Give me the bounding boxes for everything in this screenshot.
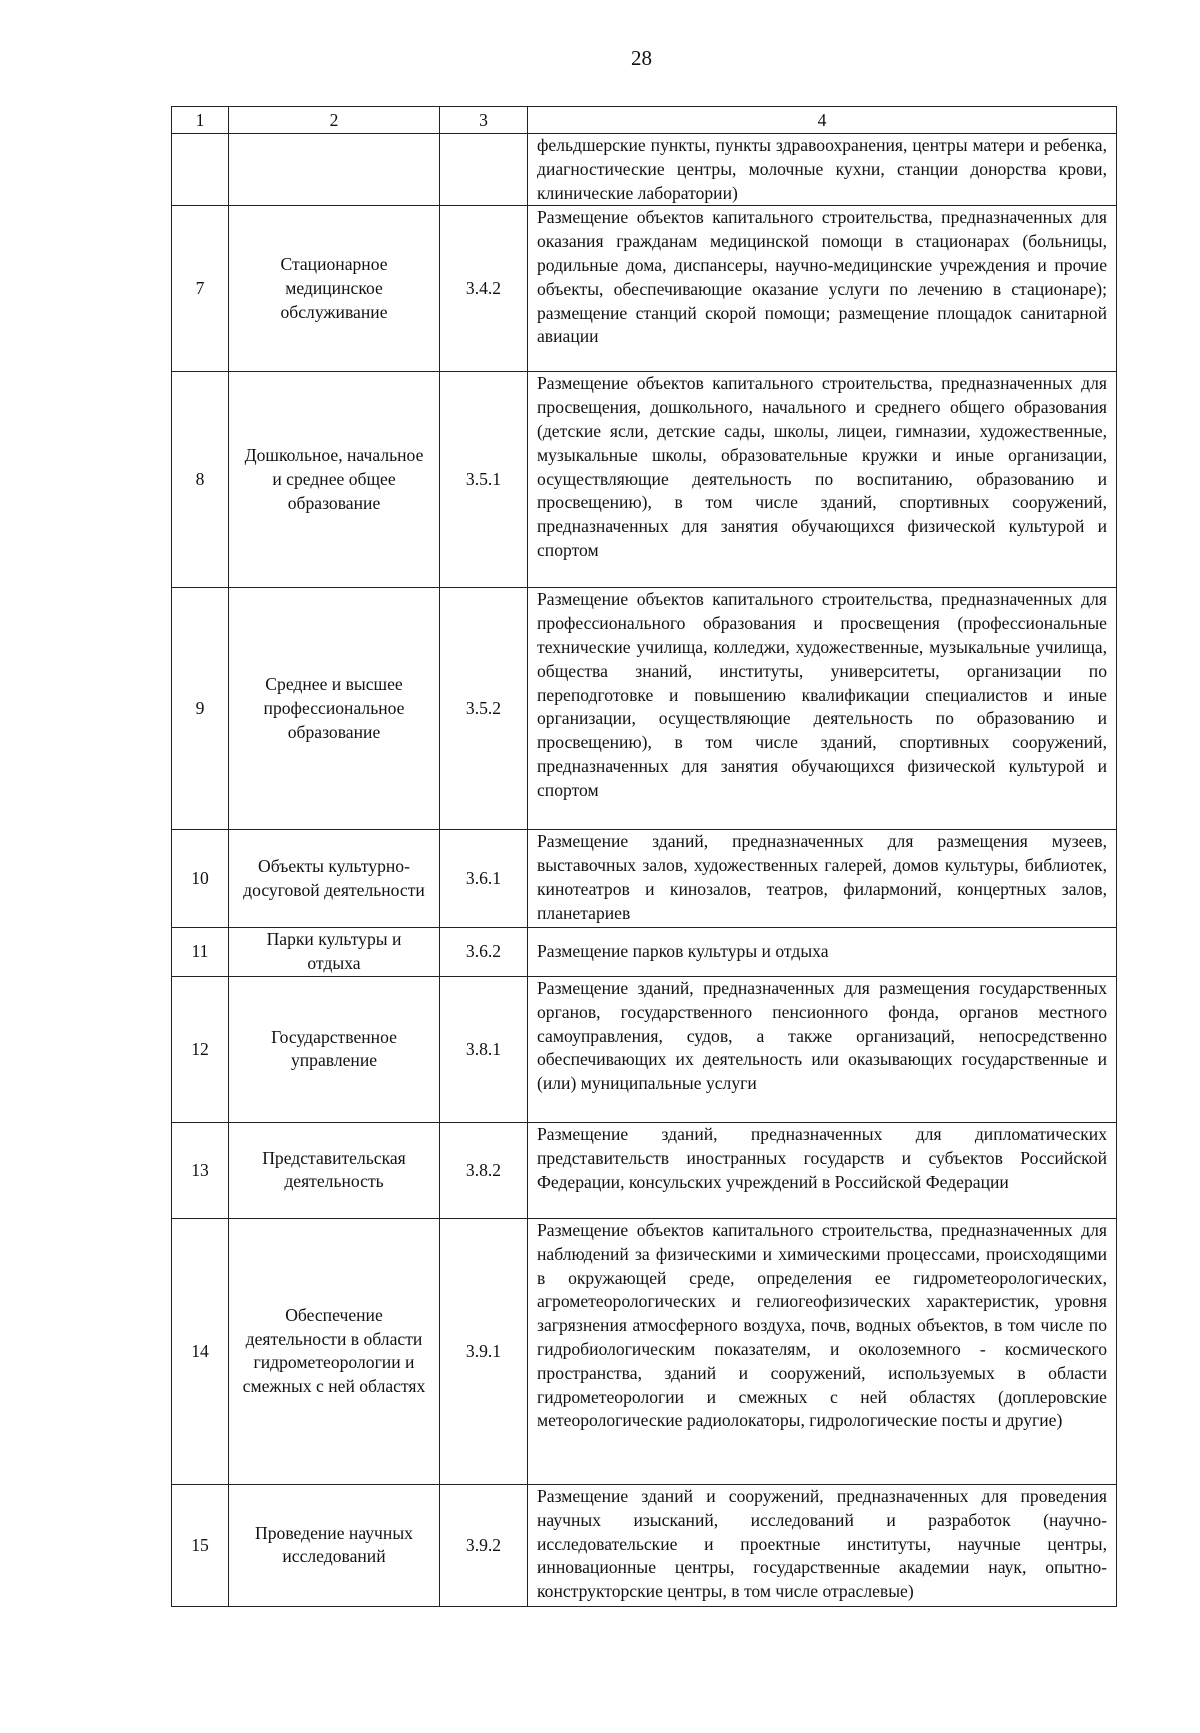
use-type-name: Представительская деятельность (229, 1122, 440, 1218)
use-type-description: фельдшерские пункты, пункты здравоохранения, центры матери и ребенка, диагностические центры, молочные кухни, станции донорства крови, клинические лаборатории) (528, 134, 1117, 206)
row-number: 11 (172, 928, 229, 977)
use-type-code: 3.9.1 (440, 1218, 528, 1484)
use-type-description: Размещение объектов капитального строительства, предназначенных для просвещения, дошкольного, начального и среднего общего образования (детские ясли, детские сады, школы, лицеи, гимназии, художественные, музыкальные школы, образовательные кружки и иные организации, осуществляющие деятельность по воспитанию, образованию и просвещению), в том числе зданий, спортивных сооружений, предназначенных для занятия обучающихся физической культурой и спортом (528, 372, 1117, 588)
use-type-description: Размещение парков культуры и отдыха (528, 928, 1117, 977)
row-number: 9 (172, 588, 229, 830)
table-row (172, 206, 1117, 372)
use-type-description: Размещение зданий, предназначенных для дипломатических представительств иностранных государств и субъектов Российской Федерации, консульских учреждений в Российской Федерации (528, 1122, 1117, 1218)
row-number (172, 134, 229, 206)
use-type-code: 3.8.1 (440, 976, 528, 1122)
use-type-description: Размещение объектов капитального строительства, предназначенных для наблюдений за физическими и химическими процессами, происходящими в окружающей среде, определения ее гидрометеорологических, агрометеорологических и гелиогеофизических характеристик, уровня загрязнения атмосферного воздуха, почв, водных объектов, в том числе по гидробиологическим показателям, и околоземного - космического пространства, зданий и сооружений, используемых в области гидрометеорологии и смежных с ней областях (доплеровские метеорологические радиолокаторы, гидрологические посты и другие) (528, 1218, 1117, 1484)
row-number: 14 (172, 1218, 229, 1484)
use-type-description: Размещение зданий и сооружений, предназначенных для проведения научных изысканий, исследований и разработок (научно-исследовательские и проектные институты, научные центры, инновационные центры, государственные академии наук, опытно-конструкторские центры, в том числе отраслевые) (528, 1484, 1117, 1606)
column-header: 1 (172, 107, 229, 134)
table-row (172, 134, 1117, 206)
use-type-description: Размещение зданий, предназначенных для размещения государственных органов, государственного пенсионного фонда, органов местного самоуправления, судов, а также организаций, непосредственно обеспечивающих их деятельность или оказывающих государственные и (или) муниципальные услуги (528, 976, 1117, 1122)
page-number: 28 (631, 46, 652, 70)
use-type-code (440, 134, 528, 206)
use-type-code: 3.8.2 (440, 1122, 528, 1218)
table-row (172, 1218, 1117, 1484)
use-type-name: Проведение научных исследований (229, 1484, 440, 1606)
table-row (172, 1484, 1117, 1606)
row-number: 10 (172, 830, 229, 928)
use-type-code: 3.6.1 (440, 830, 528, 928)
table-row (172, 976, 1117, 1122)
land-use-table (171, 106, 1117, 1607)
row-number: 8 (172, 372, 229, 588)
column-header: 2 (229, 107, 440, 134)
use-type-code: 3.5.1 (440, 372, 528, 588)
table-row (172, 830, 1117, 928)
row-number: 12 (172, 976, 229, 1122)
column-header: 4 (528, 107, 1117, 134)
use-type-name: Среднее и высшее профессиональное образование (229, 588, 440, 830)
use-type-name: Обеспечение деятельности в области гидрометеорологии и смежных с ней областях (229, 1218, 440, 1484)
table-row (172, 588, 1117, 830)
use-type-description: Размещение объектов капитального строительства, предназначенных для оказания гражданам медицинской помощи в стационарах (больницы, родильные дома, диспансеры, научно-медицинские учреждения и прочие объекты, обеспечивающие оказание услуги по лечению в стационаре); размещение станций скорой помощи; размещение площадок санитарной авиации (528, 206, 1117, 372)
use-type-name: Государственное управление (229, 976, 440, 1122)
use-type-description: Размещение зданий, предназначенных для размещения музеев, выставочных залов, художественных галерей, домов культуры, библиотек, кинотеатров и кинозалов, театров, филармоний, концертных залов, планетариев (528, 830, 1117, 928)
use-type-code: 3.6.2 (440, 928, 528, 977)
use-type-name (229, 134, 440, 206)
use-type-name: Стационарное медицинское обслуживание (229, 206, 440, 372)
use-type-code: 3.4.2 (440, 206, 528, 372)
use-type-code: 3.5.2 (440, 588, 528, 830)
use-type-name: Дошкольное, начальное и среднее общее образование (229, 372, 440, 588)
use-type-description: Размещение объектов капитального строительства, предназначенных для профессионального образования и просвещения (профессиональные технические училища, колледжи, художественные, музыкальные училища, общества знаний, институты, университеты, организации по переподготовке и повышению квалификации специалистов и иные организации, осуществляющие деятельность по образованию и просвещению), в том числе зданий, спортивных сооружений, предназначенных для занятия обучающихся физической культурой и спортом (528, 588, 1117, 830)
use-type-name: Парки культуры и отдыха (229, 928, 440, 977)
table-header-row (172, 107, 1117, 134)
table-row (172, 928, 1117, 977)
use-type-code: 3.9.2 (440, 1484, 528, 1606)
row-number: 13 (172, 1122, 229, 1218)
use-type-name: Объекты культурно-досуговой деятельности (229, 830, 440, 928)
row-number: 7 (172, 206, 229, 372)
table-row (172, 372, 1117, 588)
column-header: 3 (440, 107, 528, 134)
table-row (172, 1122, 1117, 1218)
row-number: 15 (172, 1484, 229, 1606)
